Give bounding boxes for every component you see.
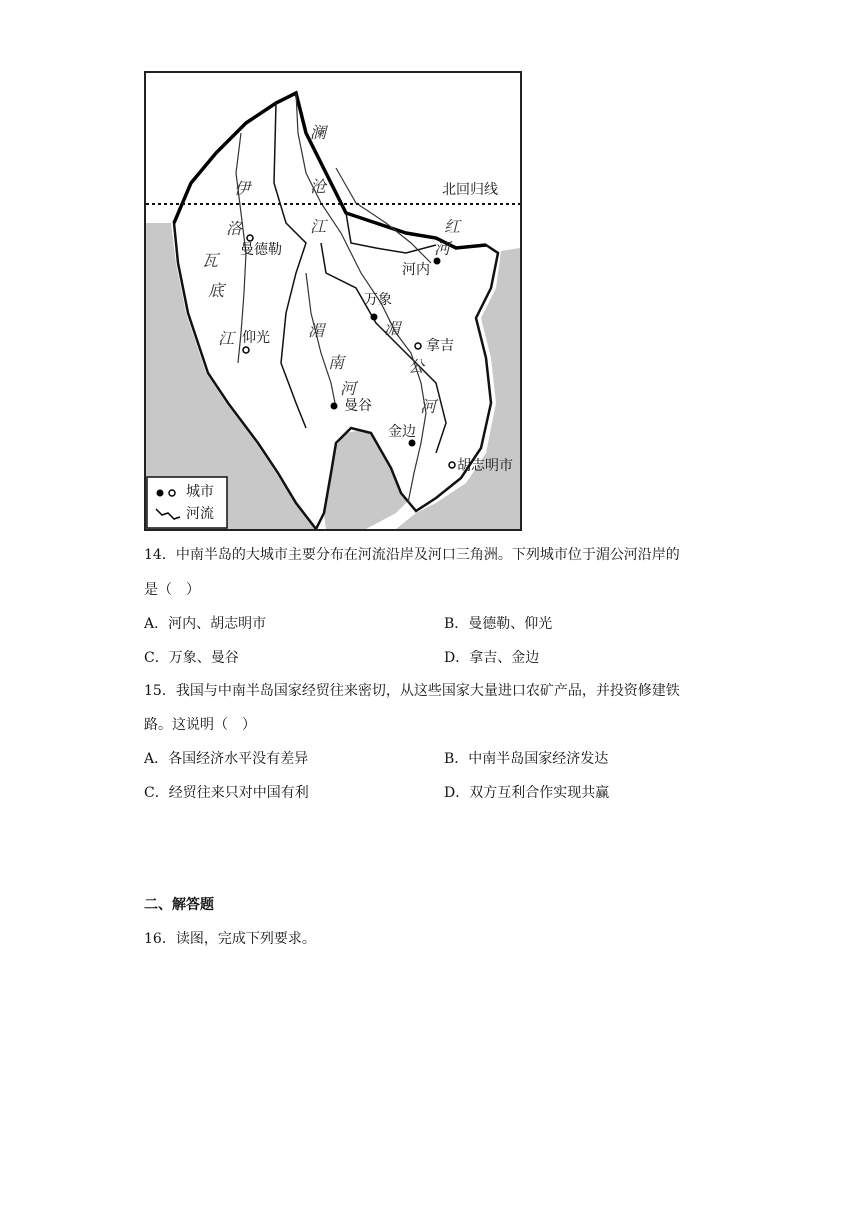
yangon-marker <box>243 347 249 353</box>
red-river-char-1: 红 <box>444 217 461 236</box>
q14-stem-line1: 14．中南半岛的大城市主要分布在河流沿岸及河口三角洲。下列城市位于湄公河沿岸的 <box>144 547 680 563</box>
q14-option-b[interactable]: B．曼德勒、仰光 <box>444 616 553 632</box>
q15-stem-line1: 15．我国与中南半岛国家经贸往来密切，从这些国家大量进口农矿产品，并投资修建铁 <box>144 683 680 699</box>
q14-stem-line2: 是（ ） <box>144 582 200 598</box>
city-label-mandalay: 曼德勒 <box>240 242 282 258</box>
hcmc-marker <box>449 462 455 468</box>
vientiane-marker <box>371 314 378 321</box>
lancang-char-3: 江 <box>310 217 327 236</box>
irrawaddy-char-4: 底 <box>208 281 225 300</box>
q15-option-b[interactable]: B．中南半岛国家经济发达 <box>444 751 609 767</box>
q15-option-c[interactable]: C．经贸往来只对中国有利 <box>144 785 309 801</box>
irrawaddy-char-3: 瓦 <box>202 251 219 270</box>
irrawaddy-char-2: 洛 <box>226 219 243 238</box>
mekong-char-2: 公 <box>408 357 425 376</box>
chao-phraya-char-3: 河 <box>340 379 357 398</box>
city-label-vientiane: 万象 <box>364 292 392 308</box>
mekong-char-3: 河 <box>420 397 437 416</box>
city-label-hanoi: 河内 <box>402 262 430 278</box>
bangkok-marker <box>331 403 338 410</box>
phnom-penh-marker <box>409 440 416 447</box>
q15-option-d[interactable]: D．双方互利合作实现共赢 <box>444 785 610 801</box>
legend-city-hollow-icon <box>169 490 175 496</box>
irrawaddy-char-5: 江 <box>218 329 235 348</box>
city-label-bangkok: 曼谷 <box>344 398 372 414</box>
chao-phraya-char-1: 湄 <box>308 321 325 340</box>
legend-city-label: 城市 <box>186 484 214 500</box>
q16-stem: 16．读图，完成下列要求。 <box>144 931 316 947</box>
red-river-char-2: 河 <box>434 239 451 258</box>
lancang-char-1: 澜 <box>310 123 327 142</box>
tropic-label: 北回归线 <box>442 182 498 198</box>
hanoi-marker <box>434 258 441 265</box>
city-label-phnom-penh: 金边 <box>388 424 416 440</box>
q15-option-a[interactable]: A．各国经济水平没有差异 <box>144 751 309 767</box>
q15-stem-line2: 路。这说明（ ） <box>144 717 256 733</box>
indochina-map <box>144 71 522 531</box>
q14-option-c[interactable]: C．万象、曼谷 <box>144 650 239 666</box>
mekong-char-1: 湄 <box>384 319 401 338</box>
mandalay-marker <box>247 235 253 241</box>
city-label-hcmc: 胡志明市 <box>457 458 513 474</box>
q14-option-a[interactable]: A．河内、胡志明市 <box>144 616 267 632</box>
section-heading: 二、解答题 <box>144 897 214 913</box>
city-label-pakse: 拿吉 <box>426 338 454 354</box>
irrawaddy-char-1: 伊 <box>234 179 251 198</box>
chao-phraya-char-2: 南 <box>328 353 345 372</box>
legend-river-label: 河流 <box>186 506 214 522</box>
pakse-marker <box>415 343 421 349</box>
q14-option-d[interactable]: D．拿吉、金边 <box>444 650 540 666</box>
legend-city-filled-icon <box>157 490 164 497</box>
lancang-char-2: 沧 <box>310 177 327 196</box>
city-label-yangon: 仰光 <box>242 330 270 346</box>
